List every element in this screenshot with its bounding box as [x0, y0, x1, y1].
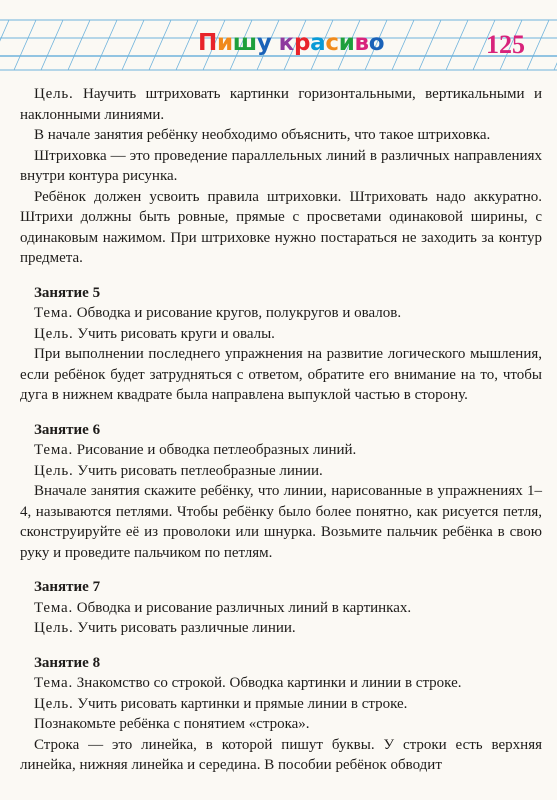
title-letter: и — [338, 30, 355, 56]
grid-slant-line — [68, 20, 90, 70]
lesson-topic — [20, 673, 542, 694]
title-letter: с — [325, 30, 339, 56]
title-letter: о — [368, 30, 385, 56]
title-letter: в — [354, 30, 369, 56]
topic-label: Тема. — [34, 442, 74, 458]
grid-slant-line — [176, 20, 198, 70]
grid-slant-line — [392, 20, 414, 70]
page-header — [0, 14, 557, 76]
goal-text: Учить рисовать круги и овалы. — [73, 325, 275, 342]
topic-text: Обводка и рисование кругов, полукругов и овалов. — [73, 305, 402, 321]
lesson-topic — [20, 303, 542, 324]
goal-text: Учить рисовать различные линии. — [73, 620, 296, 636]
lesson-topic — [20, 440, 542, 461]
topic-text: Рисование и обводка петлеобразных линий. — [73, 442, 357, 458]
topic-label: Тема. — [34, 305, 74, 321]
grid-slant-line — [419, 20, 441, 70]
goal-label: Цель. — [34, 620, 74, 636]
intro-goal — [20, 84, 542, 125]
title-letter: ш — [232, 30, 257, 56]
title-letter: к — [278, 30, 294, 56]
grid-slant-line — [149, 20, 171, 70]
grid-slant-line — [14, 20, 36, 70]
lesson-paragraph: Познакомьте ребёнка с понятием «строка». — [34, 716, 310, 732]
grid-slant-line — [41, 20, 63, 70]
goal-label: Цель. — [34, 695, 74, 712]
lesson-goal — [20, 694, 542, 715]
intro-paragraph: Ребёнок должен усвоить правила штриховки. Штриховать надо аккуратно. Штрихи должны быть ровные, прямые с просветами одинаковой ширины, с одинаковым нажимом. При штриховке нужно постараться не заходить за контур предмета. — [20, 188, 542, 266]
grid-slant-line — [95, 20, 117, 70]
grid-slant-line — [122, 20, 144, 70]
title-letter: и — [216, 30, 233, 56]
goal-label: Цель. — [34, 86, 74, 102]
topic-label: Тема. — [34, 675, 74, 691]
header-title-text — [198, 32, 384, 55]
page-number: 125 — [486, 30, 525, 59]
goal-text: Научить штриховать картинки горизонтальными, вертикальными и наклонными линиями. — [20, 86, 542, 123]
lesson-paragraph: Вначале занятия скажите ребёнку, что линии, нарисованные в упражнениях 1–4, называются петлями. Чтобы ребёнку было более понятно, как рисуется петля, сконструируйте её из проволоки или шнурка. Возьмите пальчик ребёнка в свою руку и проведите пальчиком по петлям. — [20, 483, 542, 561]
title-letter: р — [293, 30, 311, 56]
intro-paragraph: Штриховка — это проведение параллельных линий в различных направлениях внутри контура рисунка. — [20, 147, 542, 184]
title-letter: у — [256, 30, 272, 56]
grid-slant-line — [527, 20, 549, 70]
lesson-goal — [20, 618, 542, 639]
intro-paragraph: В начале занятия ребёнку необходимо объяснить, что такое штриховка. — [34, 127, 491, 143]
lesson-heading: Занятие 7 — [34, 579, 101, 595]
goal-text: Учить рисовать картинки и прямые линии в строке. — [73, 695, 408, 712]
grid-slant-line — [446, 20, 468, 70]
lesson-goal — [20, 324, 542, 345]
lesson-paragraph: Строка — это линейка, в которой пишут буквы. У строки есть верхняя линейка, нижняя линейка и середина. В пособии ребёнок обводит — [20, 736, 542, 773]
topic-text: Знакомство со строкой. Обводка картинки и линии в строке. — [73, 675, 462, 691]
goal-text: Учить рисовать петлеобразные линии. — [73, 462, 323, 479]
lesson-heading: Занятие 6 — [34, 421, 101, 438]
lesson-topic — [20, 598, 542, 619]
lesson-heading: Занятие 8 — [34, 654, 101, 671]
title-letter: а — [310, 30, 326, 56]
topic-label: Тема. — [34, 599, 74, 616]
goal-label: Цель. — [34, 462, 74, 479]
page-body — [20, 84, 542, 776]
grid-slant-line — [0, 20, 9, 70]
goal-label: Цель. — [34, 325, 74, 342]
title-letter: П — [198, 30, 217, 56]
topic-text: Обводка и рисование различных линий в картинках. — [73, 599, 412, 616]
header-title — [198, 32, 384, 55]
lesson-goal — [20, 461, 542, 482]
lesson-heading: Занятие 5 — [34, 284, 101, 301]
lesson-paragraph: При выполнении последнего упражнения на развитие логического мышления, если ребёнок будет затрудняться с ответом, обратите его внимание на то, чтобы дуга в нижнем квадрате была направлена выпуклой частью в сторону. — [20, 346, 542, 403]
